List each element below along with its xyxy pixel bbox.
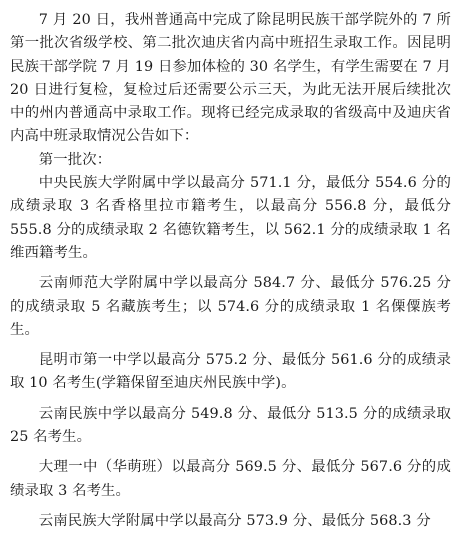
intro-paragraph: 7 月 20 日，我州普通高中完成了除昆明民族干部学院外的 7 所第一批次省级学校、第二批次迪庆省内高中班招生录取工作。因昆明民族干部学院 7 月 19 日参加体检的 30 名学生，有学生需要在 7 月 20 日进行复检，复检过后还需要公示三天，为此无法开展后续批次中的州内普通高中录取工作。现将已经完成录取的省级高中及迪庆省内高中班录取情况公告如下： — [10, 12, 451, 145]
kunming-no1-paragraph: 昆明市第一中学以最高分 575.2 分、最低分 561.6 分的成绩录取 10 名考生(学籍保留至迪庆州民族中学)。 — [10, 352, 451, 392]
minzu-univ-affiliated-paragraph: 中央民族大学附属中学以最高分 571.1 分，最低分 554.6 分的成绩录取 3 名香格里拉市籍考生，以最高分 556.8 分，最低分 555.8 分的成绩录取 2 名德钦籍考生，以 562.1 分的成绩录取 1 名维西籍考生。 — [10, 175, 451, 261]
yunnan-minzu-middle-paragraph: 云南民族中学以最高分 549.8 分、最低分 513.5 分的成绩录取 25 名考生。 — [10, 405, 451, 446]
batch-1-heading: 第一批次： — [38, 151, 112, 168]
yunnan-minzu-univ-affiliated-paragraph: 云南民族大学附属中学以最高分 573.9 分、最低分 568.3 分 — [38, 512, 431, 529]
yunnan-normal-affiliated-paragraph: 云南师范大学附属中学以最高分 584.7 分、最低分 576.25 分的成绩录取 5 名藏族考生；以 574.6 分的成绩录取 1 名傈僳族考生。 — [10, 275, 451, 338]
dali-no1-paragraph: 大理一中（华萌班）以最高分 569.5 分、最低分 567.6 分的成绩录取 3 名考生。 — [10, 459, 451, 499]
